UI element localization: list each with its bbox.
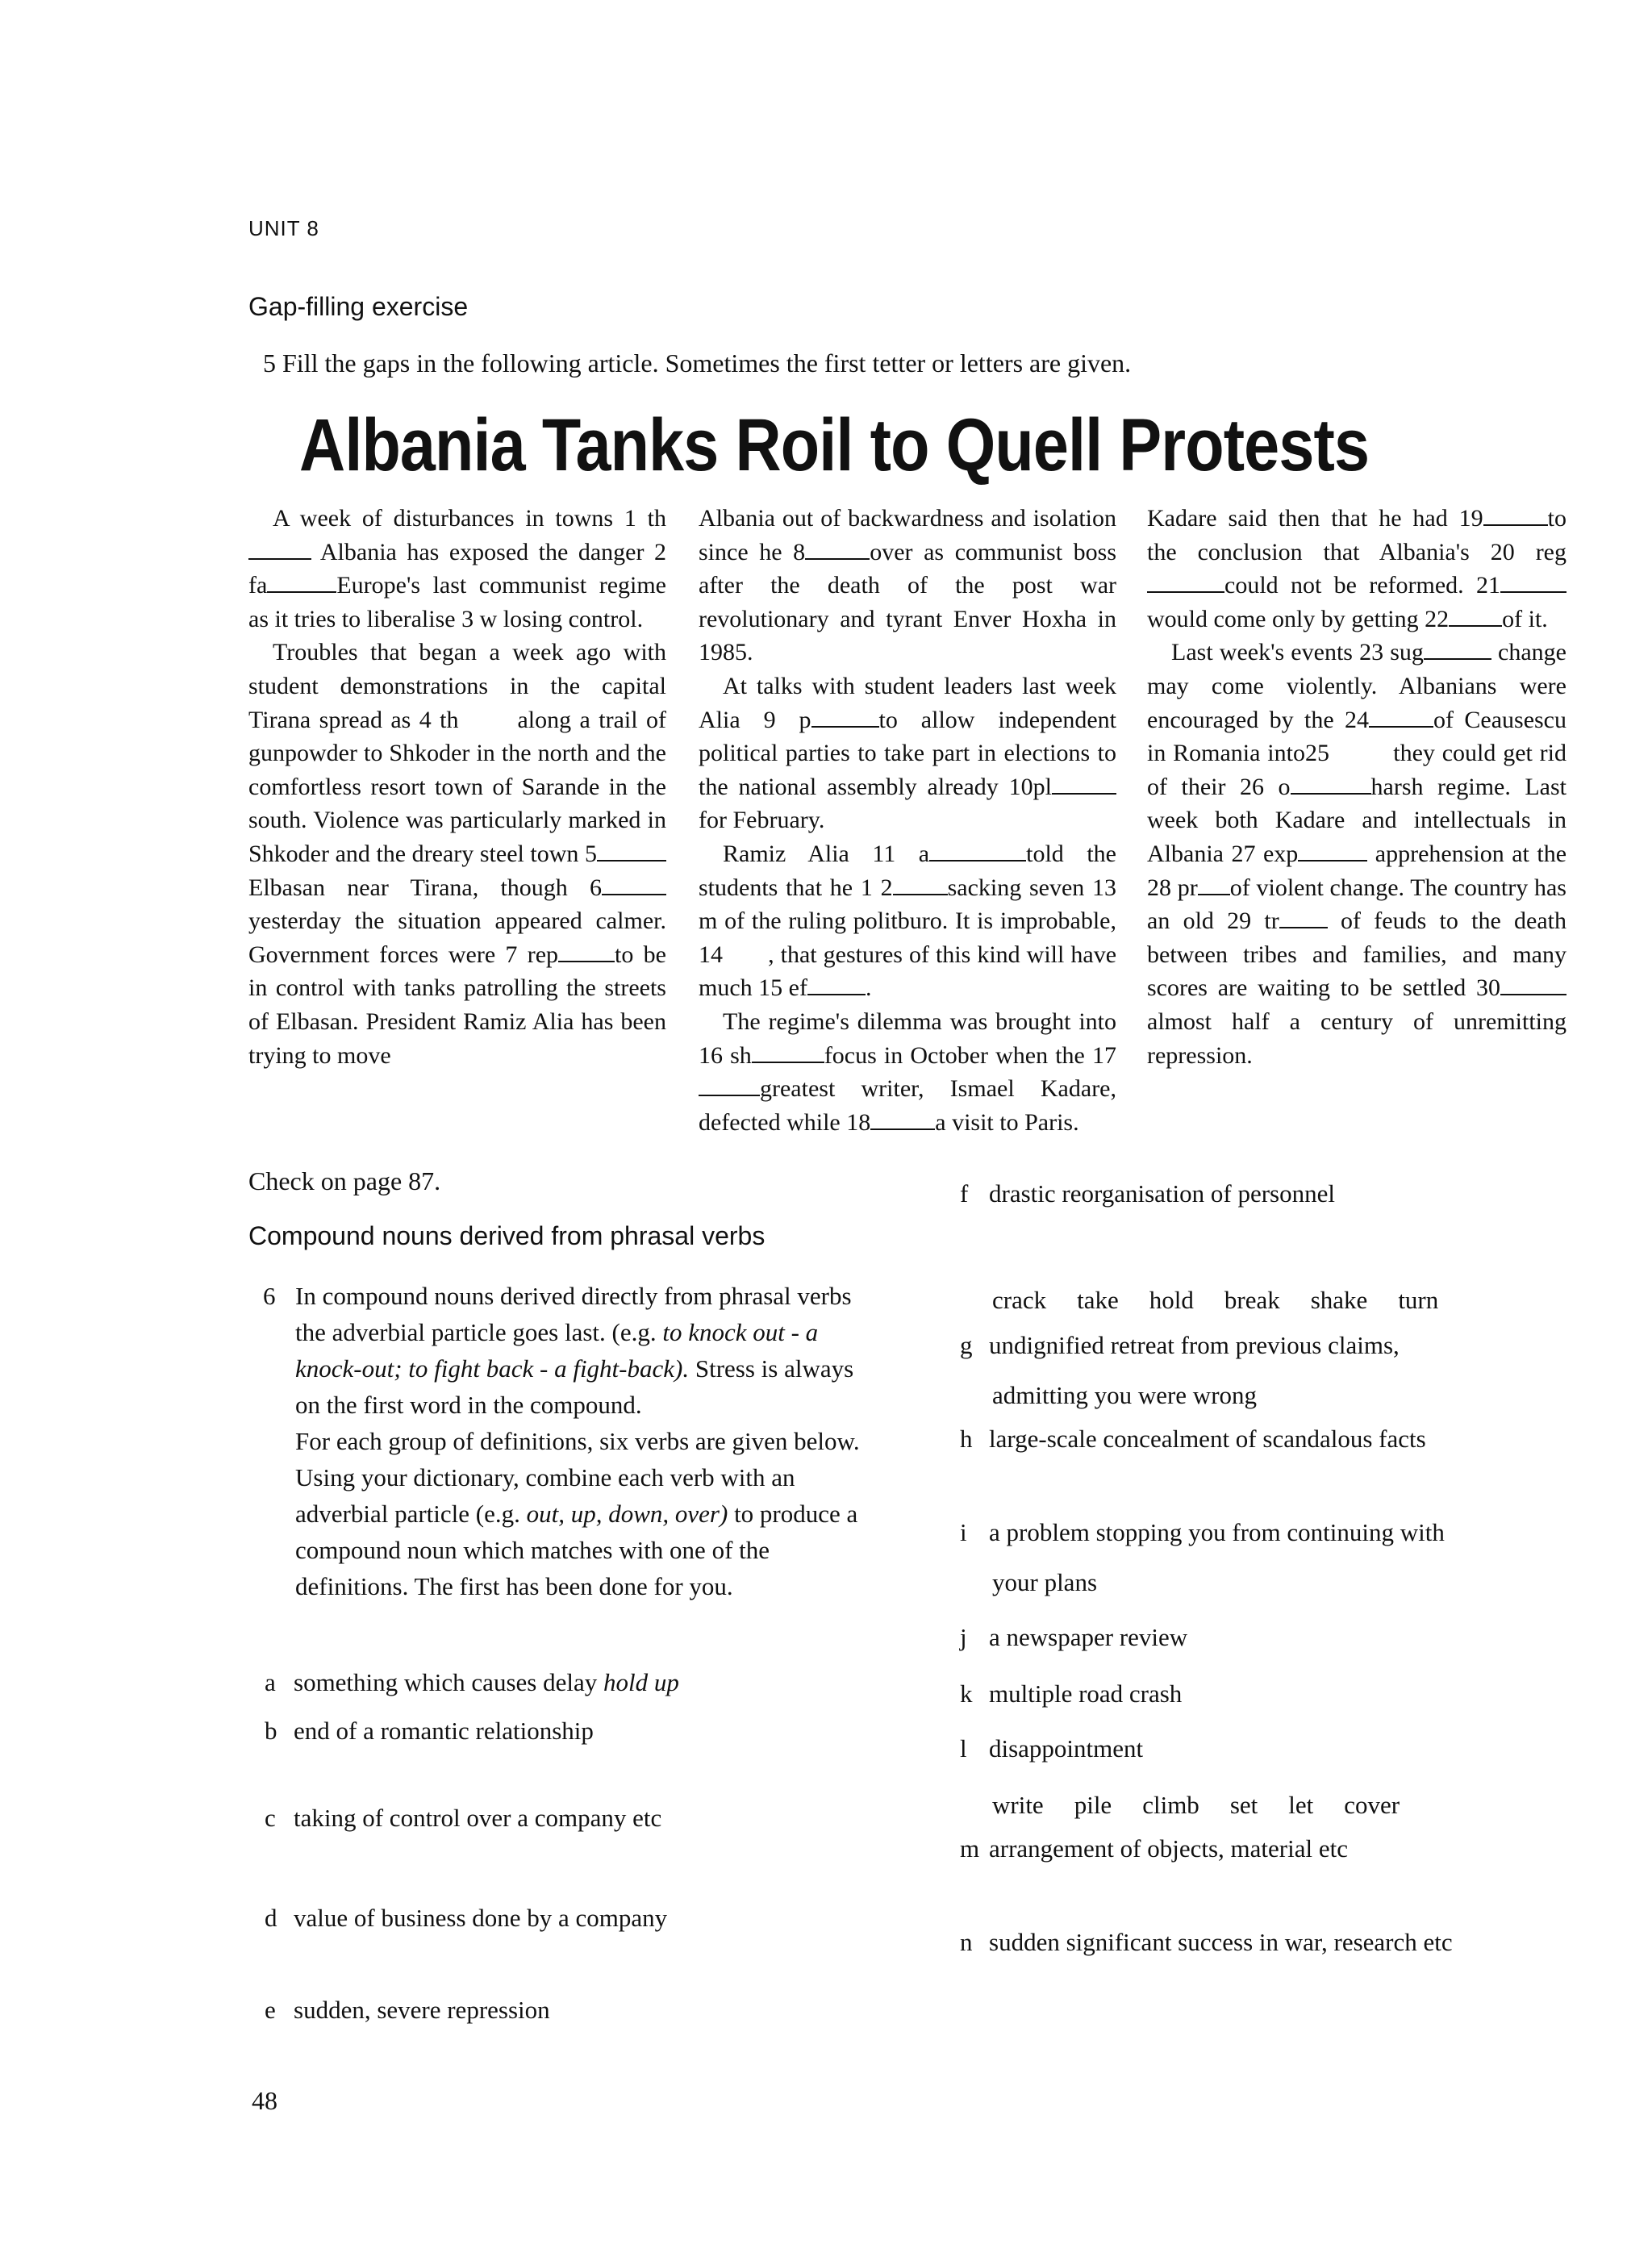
article-text: Albania out of backwardness and isolation since he 8 [699,505,1116,565]
gap-blank[interactable] [870,1111,935,1130]
article-text: could not be reformed. 21 [1224,572,1500,599]
gap-blank[interactable] [805,540,870,560]
exercise-number: 6 [263,1282,276,1310]
gap-blank[interactable] [1449,607,1502,627]
gap-blank[interactable] [1147,574,1224,593]
article-text: Elbasan near Tirana, though 6 [248,874,602,901]
article-text: Kadare said then that he had 19 [1147,505,1483,532]
article-text: focus in October when the 17 [824,1041,1116,1069]
article-text: Last week's events 23 sug [1171,639,1424,666]
verb: cover [1344,1791,1400,1819]
article-text: harsh regime. Last week both Kadare and intellectuals in Albania 27 exp [1147,773,1567,867]
gap-blank[interactable] [558,943,615,962]
definition-item: l disappointment [960,1734,1144,1763]
definition-item: f drastic reorganisation of personnel [960,1179,1335,1208]
definition-item-continued: your plans [992,1568,1098,1596]
article-text: of the ruling politburo. It is improbable, 14 [699,907,1117,968]
verb: hold [1149,1286,1194,1314]
article-text: to allow independent political parties to take part in elections to the national assembly already 10pl [699,706,1116,800]
verb: shake [1310,1286,1368,1314]
verb: turn [1398,1286,1439,1314]
article-text: almost half a century of unremitting repression. [1147,1008,1566,1069]
definition-item: k multiple road crash [960,1679,1183,1708]
gap-blank[interactable] [1198,876,1230,895]
section-heading-gap-filling: Gap-filling exercise [248,292,469,321]
exercise-6-instructions [263,1278,876,1604]
gap-blank[interactable] [807,976,866,995]
gap-blank[interactable] [699,1077,760,1096]
article-text: of violent change. The country has an old 29 tr [1147,874,1566,935]
instruction-paragraph-1: In compound nouns derived directly from phrasal verbs the adverbial particle goes last. (e.g. to knock out - a knock-out; to fight back - a fight-back). Stress is always on the first word in the compound. [295,1282,854,1419]
definition-item: h large-scale concealment of scandalous facts [960,1425,1426,1453]
definition-item: a something which causes delay hold up [265,1668,679,1696]
definition-item: j a newspaper review [960,1623,1188,1651]
definition-item: n sudden significant success in war, research etc [960,1928,1453,1956]
article-text: sacking seven 13 m [699,874,1116,935]
article-text: A week of disturbances in towns 1 th [273,505,666,532]
article-text: apprehension at the 28 pr [1147,840,1567,901]
check-on-page-note: Check on page 87. [248,1166,441,1195]
article-text: they could get rid of their 26 o [1147,740,1566,800]
gap-blank[interactable] [597,842,666,861]
definition-item: g undignified retreat from previous claims, [960,1331,1400,1359]
article-text: , that gestures of this kind will have much 15 ef [699,941,1117,1002]
gap-blank[interactable] [893,876,948,895]
gap-blank[interactable] [1424,640,1491,660]
article-text: . [865,974,872,1002]
article-text: over as communist boss after the death of the post war revolutionary and tyrant Enver Hoxha in 1985. [699,538,1116,666]
article-text: of feuds to the death between tribes and families, and many scores are waiting to be settled 30 [1147,907,1566,1002]
article-text: yesterday the situation appeared calmer. Government forces were 7 rep [248,907,666,968]
verb: write [992,1791,1044,1819]
article-text: a visit to Paris. [935,1108,1079,1136]
definition-item: e sudden, severe repression [265,1996,550,2024]
article-text: of it. [1502,605,1548,632]
definition-item: m arrangement of objects, material etc [960,1834,1348,1863]
definition-item: i a problem stopping you from continuing with [960,1518,1445,1546]
verb: let [1288,1791,1314,1819]
section-heading-compound-nouns: Compound nouns derived from phrasal verbs [248,1221,766,1250]
article-text: told the students that he 1 2 [699,840,1116,901]
definition-item: b end of a romantic relationship [265,1717,594,1745]
article-text: At talks with student leaders last week Alia 9 p [699,672,1116,733]
verb: crack [992,1286,1047,1314]
verb: break [1224,1286,1280,1314]
article-text: along a trail of gunpowder to Shkoder in the north and the comfortless resort town of Sarande in the south. Violence was particularly marked in Shkoder and the dreary steel town 5 [248,706,666,867]
gap-blank[interactable] [752,1044,824,1063]
gap-blank[interactable] [929,842,1026,861]
verb: set [1229,1791,1258,1819]
gap-blank[interactable] [1298,842,1367,861]
gap-blank[interactable] [811,708,879,728]
article-text: for February. [699,807,825,834]
article-column-3 [1147,502,1566,1072]
verb-list-2 [992,1791,1430,1820]
page-number: 48 [252,2086,277,2115]
article-text: to the conclusion that Albania's 20 reg [1147,505,1566,565]
unit-label: UNIT 8 [248,216,319,240]
gap-blank[interactable] [1500,574,1566,593]
article-text: of Ceausescu in Romania into25 [1147,706,1566,767]
article-text: to be in control with tanks patrolling the streets of Elbasan. President Ramiz Alia has been trying to move [248,941,666,1069]
gap-blank[interactable] [267,574,336,593]
article-text: Europe's last communist regime as it tries to liberalise 3 w [248,572,666,632]
article-text: Ramiz Alia 11 a [723,840,930,867]
gap-blank[interactable] [1279,909,1328,928]
article-text: Albania has exposed the danger 2 fa [248,538,666,599]
article-text: change may come violently. Albanians were encouraged by the 24 [1147,639,1566,733]
gap-blank[interactable] [602,876,666,895]
verb-list-1 [992,1286,1469,1315]
gap-blank[interactable] [1369,708,1433,728]
verb: climb [1142,1791,1199,1819]
gap-blank[interactable] [1500,976,1566,995]
gap-blank[interactable] [248,540,311,560]
article-text: greatest writer, Ismael Kadare, defected while 18 [699,1075,1116,1136]
article-column-2 [699,502,1116,1139]
article-text: The regime's dilemma was brought into 16 sh [699,1008,1116,1069]
article-headline: Albania Tanks Roil to Quell Protests [299,404,1370,486]
article-text: would come only by getting 22 [1147,605,1450,632]
verb: take [1077,1286,1119,1314]
example-answer: hold up [603,1668,679,1696]
definition-item: d value of business done by a company [265,1904,668,1932]
article-text: losing control. [503,605,644,632]
gap-blank[interactable] [1291,775,1371,795]
verb: pile [1074,1791,1112,1819]
article-column-1 [248,502,666,1072]
article-text: Troubles that began a week ago with student demonstrations in the capital Tirana spread as 4 th [248,639,666,733]
gap-blank[interactable] [1483,507,1548,526]
definition-item: c taking of control over a company etc [265,1804,662,1832]
instruction-paragraph-2: For each group of definitions, six verbs are given below. Using your dictionary, combine each verb with an adverbial particle (e.g. out, up, down, over) to produce a compound noun which matches with one of the definitions. The first has been done for you. [295,1427,860,1600]
gap-blank[interactable] [1052,775,1116,795]
definition-item-continued: admitting you were wrong [992,1381,1258,1409]
exercise-5-instruction: 5 Fill the gaps in the following article. Sometimes the first tetter or letters are given. [263,348,1132,378]
